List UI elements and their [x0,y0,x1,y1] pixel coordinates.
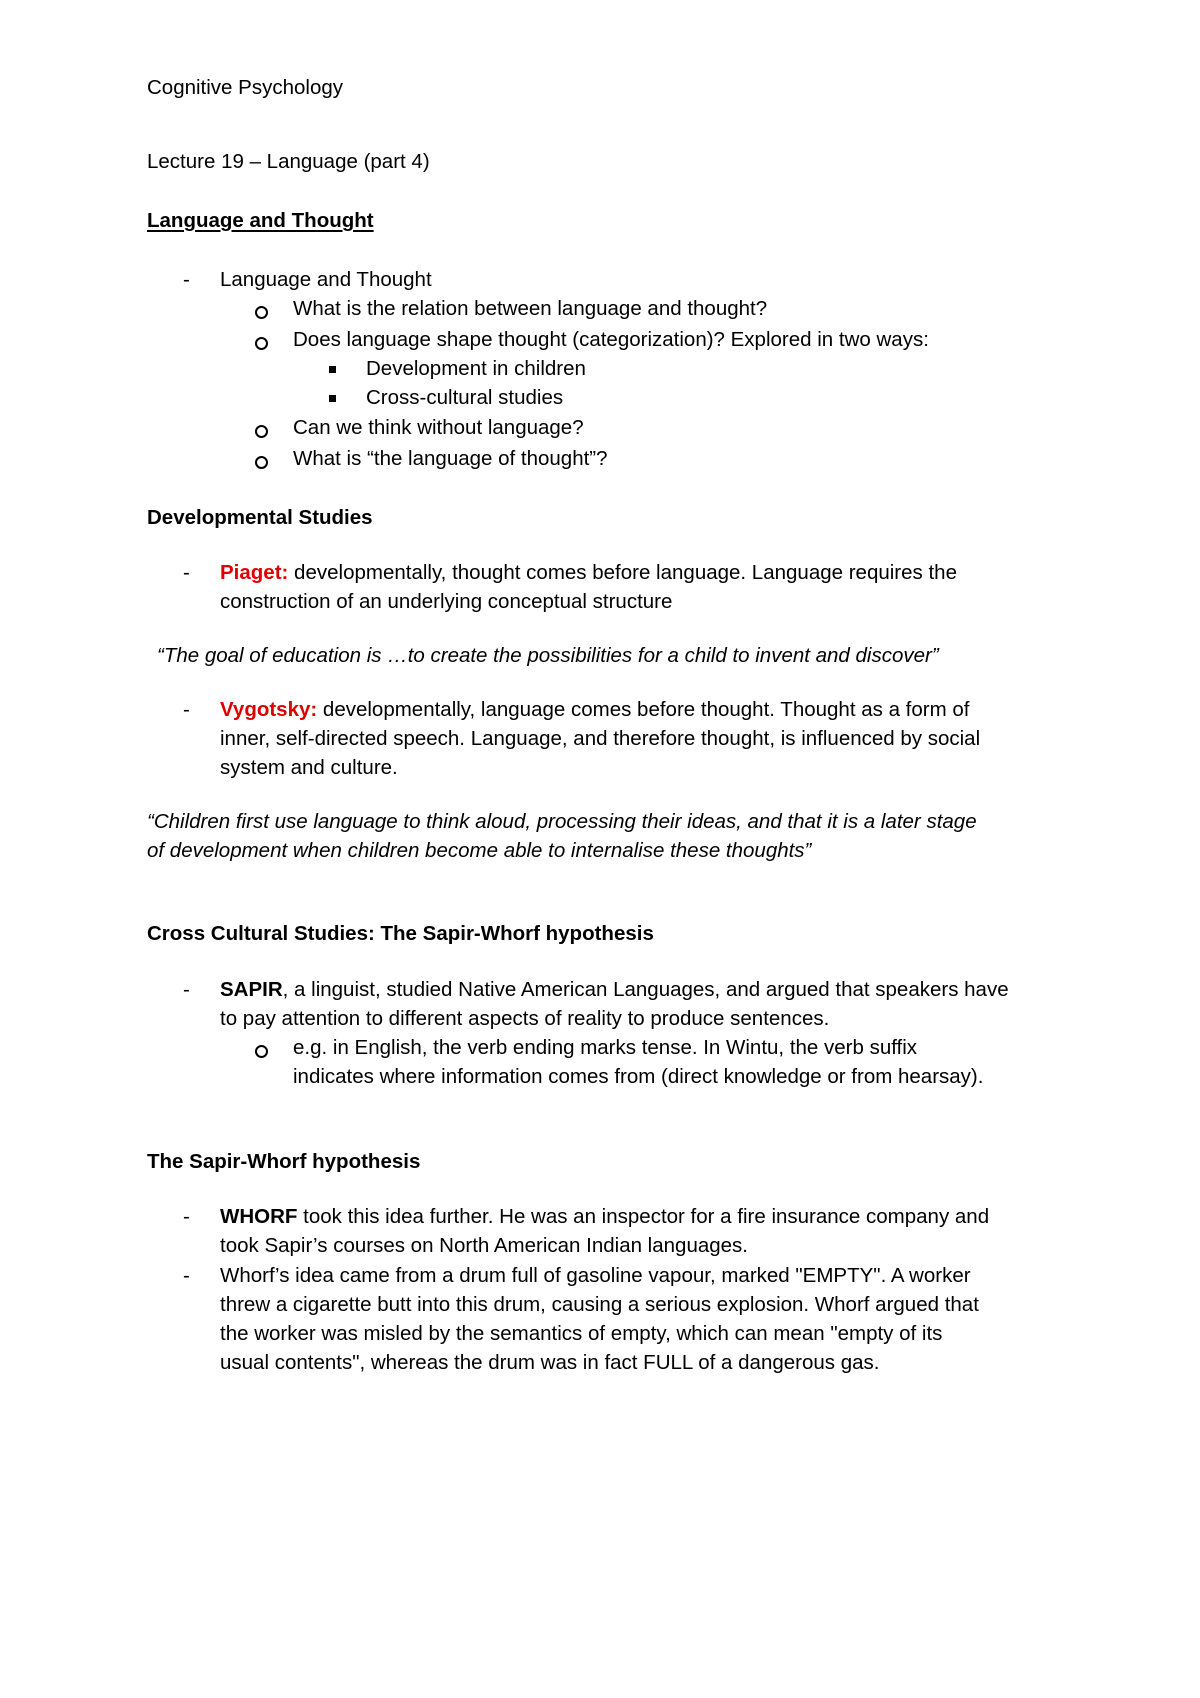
sapir-name: SAPIR [220,978,283,1001]
idea-line-1: Whorf’s idea came from a drum full of gasoline vapour, marked "EMPTY". A worker [220,1264,971,1287]
sapir-line-2: to pay attention to different aspects of reality to produce sentences. [220,1007,830,1030]
vygotsky-line-3: system and culture. [220,756,398,779]
piaget-name: Piaget: [220,561,289,584]
dash-bullet: - [183,1264,190,1287]
piaget-line-1: Piaget: developmentally, thought comes before language. Language requires the [220,561,957,584]
whorf-line-1: WHORF took this idea further. He was an inspector for a fire insurance company and [220,1205,990,1228]
idea-line-4: usual contents", whereas the drum was in fact FULL of a dangerous gas. [220,1351,880,1374]
section-heading-sapir-whorf: The Sapir-Whorf hypothesis [147,1150,421,1173]
whorf-name: WHORF [220,1205,298,1228]
vygotsky-line-1: Vygotsky: developmentally, language comes before thought. Thought as a form of [220,698,970,721]
list-item: Language and Thought [220,268,432,291]
dash-bullet: - [183,1205,190,1228]
piaget-quote: “The goal of education is …to create the possibilities for a child to invent and discover” [157,644,939,667]
vygotsky-quote-2: of development when children become able to internalise these thoughts” [147,839,812,862]
vygotsky-line-2: inner, self-directed speech. Language, and therefore thought, is influenced by social [220,727,981,750]
list-item: Can we think without language? [293,416,584,439]
piaget-line-2: construction of an underlying conceptual structure [220,590,673,613]
list-item: Cross-cultural studies [366,386,564,409]
circle-bullet-icon [255,456,268,469]
list-item: Does language shape thought (categorization)? Explored in two ways: [293,328,929,351]
circle-bullet-icon [255,337,268,350]
circle-bullet-icon [255,306,268,319]
dash-bullet: - [183,698,190,721]
sapir-line-1: SAPIR, a linguist, studied Native American Languages, and argued that speakers have [220,978,1009,1001]
dash-bullet: - [183,268,190,291]
example-line-2: indicates where information comes from (direct knowledge or from hearsay). [293,1065,984,1088]
dash-bullet: - [183,561,190,584]
lecture-title: Lecture 19 – Language (part 4) [147,150,430,173]
section-heading-developmental: Developmental Studies [147,506,373,529]
idea-line-3: the worker was misled by the semantics of empty, which can mean "empty of its [220,1322,943,1345]
example-line-1: e.g. in English, the verb ending marks tense. In Wintu, the verb suffix [293,1036,918,1059]
square-bullet-icon [329,366,336,373]
whorf-line-2: took Sapir’s courses on North American Indian languages. [220,1234,748,1257]
circle-bullet-icon [255,425,268,438]
list-item: What is the relation between language and thought? [293,297,768,320]
circle-bullet-icon [255,1045,268,1058]
list-item: Development in children [366,357,586,380]
list-item: What is “the language of thought”? [293,447,608,470]
square-bullet-icon [329,395,336,402]
vygotsky-quote-1: “Children first use language to think aloud, processing their ideas, and that it is a later stage [147,810,977,833]
course-title: Cognitive Psychology [147,76,343,99]
section-heading-language-thought: Language and Thought [147,209,374,232]
section-heading-cross-cultural: Cross Cultural Studies: The Sapir-Whorf hypothesis [147,922,654,945]
dash-bullet: - [183,978,190,1001]
vygotsky-name: Vygotsky: [220,698,318,721]
idea-line-2: threw a cigarette butt into this drum, causing a serious explosion. Whorf argued that [220,1293,979,1316]
